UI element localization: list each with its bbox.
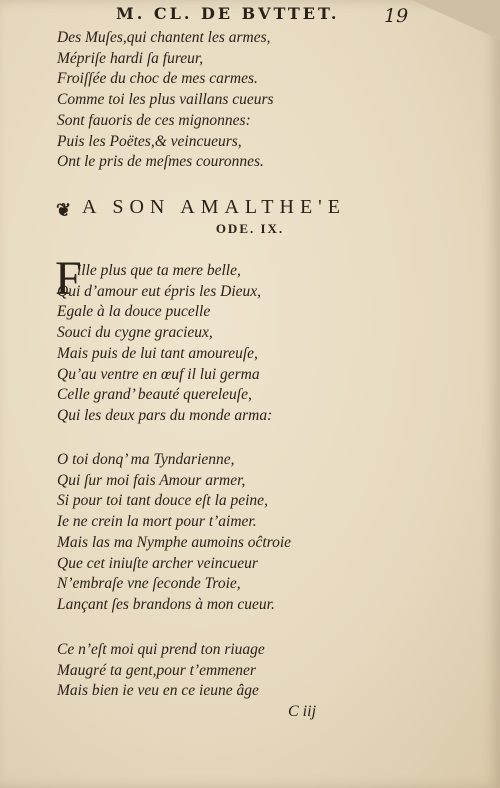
stanza-3: [57, 640, 265, 702]
verse-line: Maugré ta gent,pour t’emmener: [57, 661, 256, 679]
page-number: 19: [384, 5, 409, 27]
verse-line: Ie ne crein la mort pour t’aimer.: [57, 513, 257, 531]
verse-line: Que cet iniuſte archer veincueur: [57, 554, 258, 572]
verse-line: Froiſſée du choc de mes carmes.: [57, 70, 258, 88]
verse-line: Egale à la douce pucelle: [57, 303, 211, 321]
verse-line: Puis les Poëtes,& veincueurs,: [57, 132, 242, 150]
folded-corner: [412, 0, 500, 40]
verse-line: Sont fauoris de ces mignonnes:: [57, 111, 251, 129]
verse-line: Mais puis de lui tant amoureuſe,: [57, 344, 258, 362]
running-head: M. CL. DE BVTTET.: [116, 4, 340, 23]
verse-line: Celle grand’ beauté quereleuſe,: [57, 386, 252, 404]
verse-line: Mépriſe hardi ſa fureur,: [57, 49, 204, 67]
verse-line: Comme toi les plus vaillans cueurs: [57, 91, 274, 109]
verse-line: Ce n’eſt moi qui prend ton riuage: [57, 641, 265, 658]
verse-line: Qui ſur moi fais Amour armer,: [57, 471, 246, 489]
ode-subtitle: ODE. IX.: [215, 221, 285, 236]
verse-line: ille plus que ta mere belle,: [77, 262, 241, 279]
verse-line: Mais las ma Nymphe aumoins oĉtroie: [57, 533, 292, 551]
verse-line: Des Muſes,qui chantent les armes,: [57, 29, 271, 46]
verse-line: N’embraſe vne ſeconde Troie,: [57, 575, 241, 593]
fleuron-icon: ❦: [56, 200, 72, 221]
verse-line: Qu’au ventre en œuf il lui germa: [57, 365, 260, 383]
verse-line: Si pour toi tant douce eſt la peine,: [57, 492, 268, 510]
drop-cap: F: [55, 252, 82, 305]
verse-line: Souci du cygne gracieux,: [57, 324, 213, 342]
verse-line: Mais bien ie veu en ce ieune âge: [57, 682, 259, 700]
verse-line: Qui d’amour eut épris les Dieux,: [57, 282, 262, 300]
stanza-1: [57, 261, 272, 427]
ode-title: A SON AMALTHE'E: [82, 196, 346, 218]
verse-line: Qui les deux pars du monde arma:: [57, 406, 273, 424]
stanza-top: [57, 28, 274, 173]
verse-line: Ont le pris de meſmes couronnes.: [57, 153, 264, 171]
stanza-2: [57, 450, 291, 616]
verse-line: O toi donq’ ma Tyndarienne,: [57, 451, 235, 468]
verse-line: Lançant ſes brandons à mon cueur.: [57, 595, 275, 613]
signature-mark: C iij: [288, 703, 317, 720]
